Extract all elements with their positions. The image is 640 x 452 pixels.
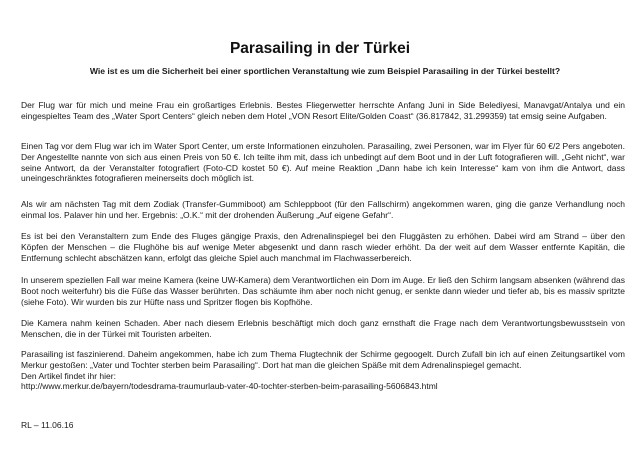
document-title: Parasailing in der Türkei [229, 40, 411, 57]
paragraph-5: In unserem speziellen Fall war meine Kamera (keine UW-Kamera) dem Verantwortlichen ein Dorn im Auge. Er ließ den Schirm langsam absenken (während das Boot noch weiterfuhr) bis die Füße das Wasser berührten. Das schäumte ihm aber noch nicht genug, er senkte dann wieder und tiefer ab, bis es massiv spritzte (siehe Foto). Wir wurden bis zur Hüfte nass und Spritzer flogen bis Kopfhöhe. [21, 275, 625, 307]
paragraph-1: Der Flug war für mich und meine Frau ein großartiges Erlebnis. Bestes Fliegerwetter herrschte Anfang Juni in Side Belediyesi, Manavgat/Antalya und ein eingespieltes Team des „Water Sport Centers“ gleich neben dem Hotel „VON Resort Elite/Golden Coast“ (36.817842, 31.299359) tat emsig seine Aufgaben. [21, 100, 625, 121]
paragraph-6: Die Kamera nahm keinen Schaden. Aber nach diesem Erlebnis beschäftigt mich doch ganz ernsthaft die Frage nach dem Verantwortungsbewusstsein von Menschen, die in der Türkei mit Touristen arbeiten. [21, 318, 625, 339]
paragraph-2: Einen Tag vor dem Flug war ich im Water Sport Center, um erste Informationen einzuholen. Parasailing, zwei Personen, war im Flyer für 60 €/2 Pers angeboten. Der Angestellte nannte von sich aus einen Preis von 50 €. Ich teilte ihm mit, dass ich unbedingt auf dem Boot und in der Luft fotografieren will. „Geht nicht“, war seine Antwort, da der Veranstalter fotografiert (Foto-CD kostet 50 €). Auf meine Reaktion „Dann habe ich kein Interesse“ kam von ihm die Antwort, dass uneingeschränktes fotografieren meinerseits doch möglich ist. [21, 141, 625, 184]
link-intro: Den Artikel findet ihr hier: [21, 370, 116, 381]
article-link[interactable]: http://www.merkur.de/bayern/todesdrama-traumurlaub-vater-40-tochter-sterben-beim-parasailing-5606843.html [21, 381, 438, 392]
paragraph-3: Als wir am nächsten Tag mit dem Zodiak (Transfer-Gummiboot) am Schleppboot (für den Fallschirm) angekommen waren, ging die ganze Verhandlung noch einmal los. Palaver hin und her. Ergebnis: „O.K.“ mit der drohenden Äußerung „Auf eigene Gefahr“. [21, 199, 625, 220]
paragraph-4: Es ist bei den Veranstaltern zum Ende des Fluges gängige Praxis, den Adrenalinspiegel bei den Fluggästen zu erhöhen. Dabei wird am Strand – über den Köpfen der Menschen – die Flughöhe bis auf wenige Meter abgesenkt und dann rasch wieder erhöht. Da der weit auf dem Wasser entfernte Kapitän, die Entfernung schlecht abschätzen kann, erfolgt das gleiche Spiel auch manchmal im Flachwasserbereich. [21, 231, 625, 263]
footer-signature: RL – 11.06.16 [21, 420, 74, 430]
paragraph-7-text: Parasailing ist faszinierend. Daheim angekommen, habe ich zum Thema Flugtechnik der Schirme gegoogelt. Durch Zufall bin ich auf einen Zeitungsartikel vom Merkur gestoßen: „Vater und Tochter sterben beim Parasailing“. Dort hat man die gleichen Späße mit dem Adrenalinspiegel gemacht. [21, 349, 625, 370]
paragraph-7 [21, 349, 625, 392]
document-subtitle: Wie ist es um die Sicherheit bei einer sportlichen Veranstaltung wie zum Beispiel Parasailing in der Türkei bestellt? [89, 66, 561, 76]
